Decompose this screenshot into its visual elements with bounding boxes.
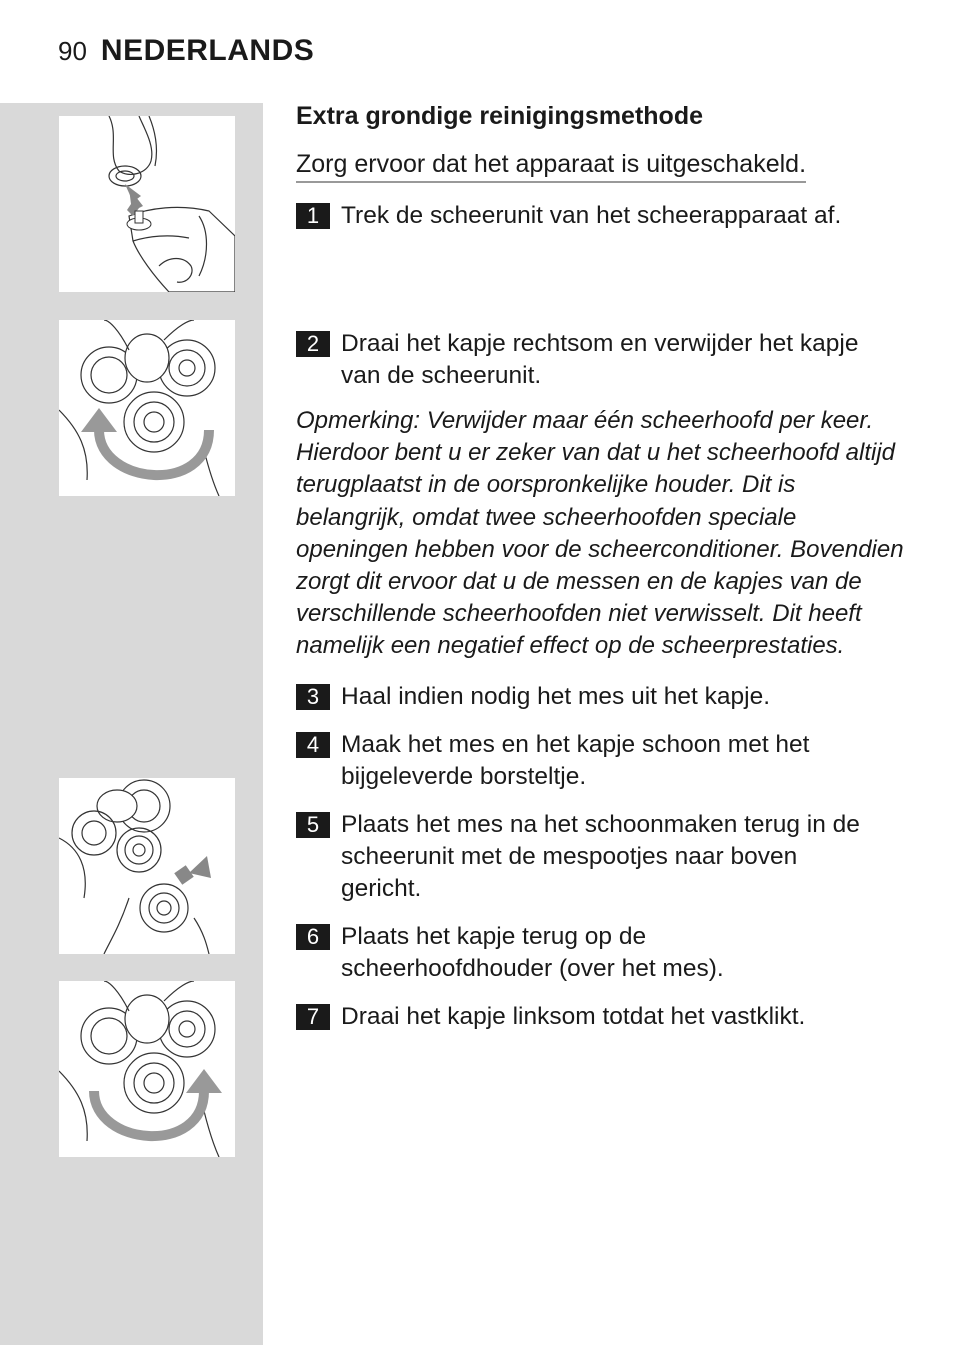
step-item <box>296 729 916 793</box>
step-number: 3 <box>296 684 330 710</box>
step-number: 5 <box>296 812 330 838</box>
step-text: Plaats het kapje terug op de scheerhoofdhouder (over het mes). <box>341 923 724 982</box>
warning-text: Zorg ervoor dat het apparaat is uitgeschakeld. <box>296 148 806 183</box>
step-number: 1 <box>296 203 330 229</box>
language-heading: NEDERLANDS <box>100 34 315 67</box>
step-text: Draai het kapje linksom totdat het vastklikt. <box>341 1003 806 1030</box>
figure-replace-blade <box>59 778 235 954</box>
step-number: 4 <box>296 732 330 758</box>
figure-rotate-cap-clockwise <box>59 320 235 496</box>
page-header <box>58 34 314 74</box>
step-number: 7 <box>296 1004 330 1030</box>
step-item <box>296 921 916 985</box>
step-text: Plaats het mes na het schoonmaken terug in de scheerunit met de mespootjes naar boven gericht. <box>341 811 860 902</box>
step-item <box>296 200 916 232</box>
figure-pointer <box>235 1000 263 1028</box>
figure-rotate-cap-counterclockwise <box>59 981 235 1157</box>
figure-pointer <box>235 200 263 228</box>
step-text: Maak het mes en het kapje schoon met het bijgeleverde borsteltje. <box>341 731 810 790</box>
figure-pointer <box>235 329 263 357</box>
step-item <box>296 328 916 392</box>
step-text: Haal indien nodig het mes uit het kapje. <box>341 683 771 710</box>
step-item <box>296 1001 916 1033</box>
step-text: Trek de scheerunit van het scheerapparaat af. <box>341 202 842 229</box>
step-number: 6 <box>296 924 330 950</box>
step-item <box>296 809 916 905</box>
figure-remove-shaving-unit <box>59 116 235 292</box>
figure-pointer <box>235 922 263 950</box>
step-text: Draai het kapje rechtsom en verwijder het kapje van de scheerunit. <box>341 330 859 389</box>
main-content <box>296 100 916 1030</box>
note-text: Opmerking: Verwijder maar één scheerhoofd per keer. Hierdoor bent u er zeker van dat u het scheerhoofd altijd terugplaatst in de oorspronkelijke houder. Dit is belangrijk, omdat twee scheerhoofden speciale openingen hebben voor de scheerconditioner. Bovendien zorgt dit ervoor dat u de messen en de kapjes van de verschillende scheerhoofden niet verwisselt. Dit heeft namelijk een negatief effect op de scheerprestaties. <box>296 407 904 660</box>
step-item <box>296 681 916 713</box>
step-number: 2 <box>296 331 330 357</box>
section-title: Extra grondige reinigingsmethode <box>296 102 703 130</box>
page-number: 90 <box>58 36 87 66</box>
